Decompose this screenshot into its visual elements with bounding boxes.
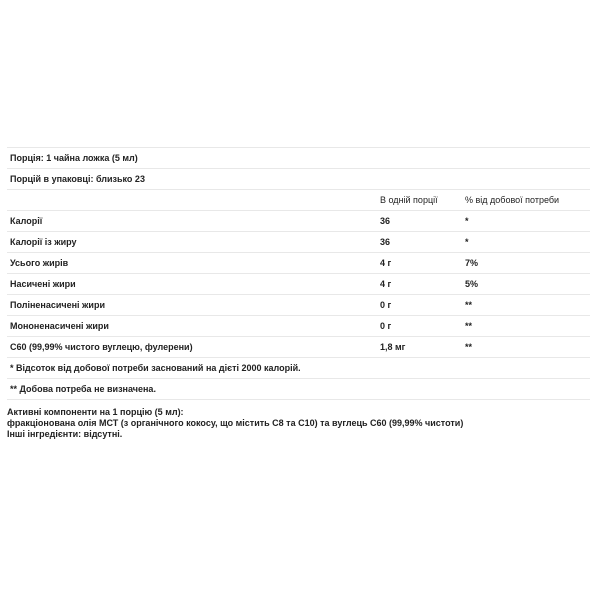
nutrient-daily-value: ** — [465, 321, 473, 331]
nutrition-table — [7, 147, 590, 400]
ingredients-line: Інші інгредієнти: відсутні. — [7, 429, 123, 439]
ingredients-line: Активні компоненти на 1 порцію (5 мл): — [7, 407, 184, 417]
nutrient-daily-value: 5% — [465, 279, 479, 289]
nutrient-amount: 4 г — [380, 279, 392, 289]
header-row — [7, 190, 590, 211]
nutrient-amount: 4 г — [380, 258, 392, 268]
servings-row — [7, 169, 590, 190]
table-row — [7, 295, 590, 316]
nutrient-daily-value: * — [465, 216, 469, 226]
nutrient-name: Поліненасичені жири — [10, 300, 105, 310]
nutrient-amount: 0 г — [380, 300, 392, 310]
footnote-row — [7, 358, 590, 379]
table-row — [7, 337, 590, 358]
nutrient-amount: 36 — [380, 237, 391, 247]
table-row — [7, 274, 590, 295]
table-row — [7, 316, 590, 337]
nutrient-name: C60 (99,99% чистого вуглецю, фулерени) — [10, 342, 193, 352]
serving-row — [7, 148, 590, 169]
nutrient-amount: 1,8 мг — [380, 342, 406, 352]
nutrient-daily-value: ** — [465, 342, 473, 352]
nutrient-daily-value: 7% — [465, 258, 479, 268]
nutrient-name: Насичені жири — [10, 279, 76, 289]
nutrient-name: Калорії — [10, 216, 43, 226]
ingredients-line: фракціонована олія МСТ (з органічного кокосу, що містить C8 та C10) та вуглець C60 (99,99% чистоти) — [7, 418, 464, 428]
nutrient-daily-value: * — [465, 237, 469, 247]
footnote-row — [7, 379, 590, 400]
table-row — [7, 232, 590, 253]
nutrient-name: Мононенасичені жири — [10, 321, 109, 331]
nutrient-name: Калорії із жиру — [10, 237, 77, 247]
servings-per-container: Порцій в упаковці: близько 23 — [10, 174, 145, 184]
serving-size: Порція: 1 чайна ложка (5 мл) — [10, 153, 138, 163]
nutrient-amount: 0 г — [380, 321, 392, 331]
footnote: * Відсоток від добової потреби заснований на дієті 2000 калорій. — [10, 363, 301, 373]
ingredients — [7, 407, 463, 440]
table-row — [7, 211, 590, 232]
footnote: ** Добова потреба не визначена. — [10, 384, 156, 394]
nutrient-amount: 36 — [380, 216, 391, 226]
per-serving-header: В одній порції — [380, 195, 438, 205]
nutrient-name: Усього жирів — [10, 258, 69, 268]
table-row — [7, 253, 590, 274]
nutrient-daily-value: ** — [465, 300, 473, 310]
daily-value-header: % від добової потреби — [465, 195, 560, 205]
